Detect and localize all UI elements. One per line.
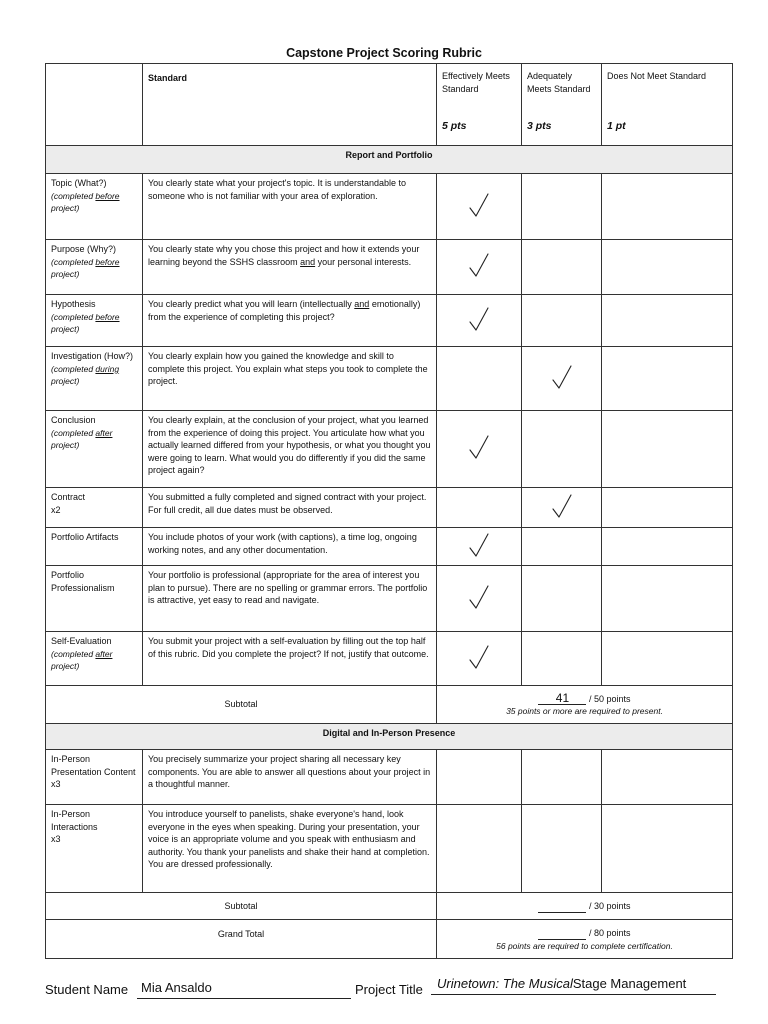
subtotal-row-2 — [46, 893, 733, 920]
desc-pre: You clearly predict what you will learn (intellectually — [148, 299, 355, 309]
score-cell[interactable] — [437, 750, 522, 805]
section-report — [46, 146, 733, 174]
criterion-name: Portfolio Artifacts — [51, 532, 119, 542]
score-cell[interactable] — [602, 566, 733, 632]
score-cell[interactable] — [437, 528, 522, 566]
checkmark-icon — [551, 364, 573, 390]
criterion — [46, 347, 143, 411]
note-pre: (completed — [51, 648, 96, 659]
score-cell[interactable] — [522, 240, 602, 295]
desc-text: You clearly explain how you gained the knowledge and skill to complete this project. You explain what steps you took to complete the project. — [148, 351, 428, 386]
criterion — [46, 411, 143, 488]
criterion-description — [143, 805, 437, 893]
criterion-description — [143, 750, 437, 805]
note-post: project) — [51, 324, 80, 334]
grand-total-of: / 80 points — [588, 928, 631, 938]
score-cell[interactable] — [437, 295, 522, 347]
criterion — [46, 528, 143, 566]
desc-text: You submit your project with a self-evaluation by filling out the top half of this rubric. Did you complete the project? If not, justify that outcome. — [148, 636, 429, 659]
rubric-row — [46, 750, 733, 805]
rubric-row — [46, 240, 733, 295]
criterion-note — [51, 427, 137, 452]
checkmark-icon — [468, 192, 490, 218]
header-does-not-meet — [602, 64, 733, 146]
checkmark-icon — [468, 252, 490, 278]
score-cell[interactable] — [437, 411, 522, 488]
score-cell[interactable] — [522, 347, 602, 411]
criterion-description — [143, 174, 437, 240]
checkmark-icon — [468, 584, 490, 610]
criterion-multiplier: x3 — [51, 834, 61, 844]
criterion-description — [143, 347, 437, 411]
criterion-name: Purpose (Why?) — [51, 244, 117, 254]
criterion-description — [143, 240, 437, 295]
criterion-name: Self-Evaluation — [51, 636, 112, 646]
desc-text: You precisely summarize your project sharing all necessary key components. You are able to answer all questions about your project in a thoughtful manner. — [148, 754, 431, 789]
score-cell[interactable] — [602, 295, 733, 347]
criterion-description — [143, 528, 437, 566]
checkmark-icon — [468, 434, 490, 460]
score-cell[interactable] — [437, 805, 522, 893]
criterion-multiplier: x2 — [51, 504, 61, 515]
desc-pre: You clearly state why you chose this project and how it extends your learning beyond the SSHS classroom — [148, 244, 420, 267]
criterion-note — [51, 190, 137, 215]
project-title-italic: Urinetown: The Musical — [437, 976, 573, 991]
student-name-field[interactable] — [137, 980, 351, 999]
grand-total-score-blank — [538, 926, 586, 940]
grand-total-label: Grand Total — [46, 920, 437, 959]
desc-text: Your portfolio is professional (appropriate for the area of interest you plan to pursue). There are no spelling or grammar errors. The portfolio is attractive, yet easy to read and navigate. — [148, 570, 428, 605]
note-underlined: before — [95, 311, 120, 322]
criterion — [46, 750, 143, 805]
score-cell[interactable] — [437, 174, 522, 240]
desc-post: emotionally) from the experience of completing this project? — [148, 299, 421, 322]
checkmark-icon — [551, 493, 573, 519]
section-digital — [46, 724, 733, 750]
checkmark-icon — [468, 644, 490, 670]
header-adequately — [522, 64, 602, 146]
criterion — [46, 632, 143, 686]
desc-underlined: and — [354, 299, 370, 309]
criterion-note — [51, 311, 137, 336]
subtotal-requirement: 35 points or more are required to present. — [506, 706, 663, 716]
score-cell[interactable] — [602, 750, 733, 805]
page-title: Capstone Project Scoring Rubric — [286, 46, 482, 60]
subtotal-score-blank — [538, 899, 586, 913]
header-col-label: Effectively Meets Standard — [442, 71, 510, 94]
criterion-note — [51, 363, 137, 388]
score-cell[interactable] — [602, 240, 733, 295]
note-post: project) — [51, 376, 80, 386]
criterion-name: Investigation (How?) — [51, 351, 134, 361]
criterion-note — [51, 256, 137, 281]
section-title: Digital and In-Person Presence — [46, 724, 733, 750]
score-cell[interactable] — [602, 805, 733, 893]
note-post: project) — [51, 269, 80, 279]
note-underlined: before — [95, 190, 120, 201]
score-cell[interactable] — [437, 566, 522, 632]
subtotal-score: 41 — [538, 692, 586, 706]
checkmark-icon — [468, 532, 490, 558]
criterion-description — [143, 488, 437, 528]
grand-total-row — [46, 920, 733, 959]
project-title-value — [431, 976, 686, 991]
criterion-name: Topic (What?) — [51, 178, 107, 188]
rubric-row — [46, 488, 733, 528]
criterion-description — [143, 632, 437, 686]
note-post: project) — [51, 661, 80, 671]
rubric-row — [46, 347, 733, 411]
header-col-pts: 3 pts — [527, 120, 552, 132]
subtotal-label: Subtotal — [46, 686, 437, 724]
score-cell[interactable] — [522, 750, 602, 805]
score-cell[interactable] — [522, 174, 602, 240]
criterion-name: In-Person Interactions — [51, 809, 98, 832]
score-cell[interactable] — [602, 528, 733, 566]
criterion-description — [143, 566, 437, 632]
note-underlined: after — [95, 427, 113, 438]
note-pre: (completed — [51, 311, 96, 322]
desc-text: You submitted a fully completed and signed contract with your project. For full credit, all due dates must be observed. — [148, 492, 427, 515]
score-cell[interactable] — [602, 411, 733, 488]
report-rows — [46, 174, 733, 686]
criterion-name: Conclusion — [51, 415, 96, 425]
score-cell[interactable] — [522, 805, 602, 893]
criterion-name: Contract — [51, 492, 86, 502]
note-pre: (completed — [51, 256, 96, 267]
rubric-row — [46, 632, 733, 686]
desc-post: your personal interests. — [315, 256, 412, 267]
desc-text: You clearly state what your project's topic. It is understandable to someone who is not familiar with your area of exploration. — [148, 178, 407, 201]
note-post: project) — [51, 203, 80, 213]
score-cell[interactable] — [602, 488, 733, 528]
score-cell[interactable] — [522, 632, 602, 686]
project-title-field[interactable] — [431, 976, 716, 995]
note-pre: (completed — [51, 427, 96, 438]
footer — [45, 976, 735, 1004]
note-underlined: before — [95, 256, 120, 267]
header-standard: Standard — [143, 64, 437, 146]
criterion-description — [143, 295, 437, 347]
criterion-description — [143, 411, 437, 488]
rubric-row — [46, 411, 733, 488]
criterion — [46, 566, 143, 632]
score-cell[interactable] — [522, 528, 602, 566]
rubric-row — [46, 295, 733, 347]
score-cell[interactable] — [602, 632, 733, 686]
student-name-value: Mia Ansaldo — [141, 980, 212, 995]
header-col-label: Adequately Meets Standard — [527, 71, 591, 94]
score-cell[interactable] — [522, 566, 602, 632]
score-cell[interactable] — [437, 347, 522, 411]
note-post: project) — [51, 440, 80, 450]
criterion-name: Portfolio Professionalism — [51, 570, 115, 593]
score-cell[interactable] — [437, 488, 522, 528]
criterion-note — [51, 648, 137, 673]
score-cell[interactable] — [602, 347, 733, 411]
header-col-pts: 5 pts — [442, 120, 467, 132]
note-pre: (completed — [51, 363, 96, 374]
criterion — [46, 240, 143, 295]
subtotal-of: / 50 points — [588, 693, 631, 704]
subtotal-value — [437, 893, 733, 920]
score-cell[interactable] — [437, 632, 522, 686]
desc-text: You clearly explain, at the conclusion of your project, what you learned from the experience of doing this project. You articulate how what you actually learned differed from your hypothesis, or what you thought you were going to learn. What would you do differently if you did the same project again? — [148, 415, 431, 475]
criterion — [46, 488, 143, 528]
note-pre: (completed — [51, 190, 96, 201]
subtotal-row — [46, 686, 733, 724]
criterion-name: In-Person Presentation Content x3 — [51, 754, 136, 789]
score-cell[interactable] — [522, 295, 602, 347]
score-cell[interactable] — [437, 240, 522, 295]
subtotal-of: / 30 points — [588, 901, 631, 912]
subtotal-label: Subtotal — [46, 893, 437, 920]
project-title-rest: Stage Management — [572, 976, 687, 991]
checkmark-icon — [468, 306, 490, 332]
section-title: Report and Portfolio — [46, 146, 733, 174]
grand-total-value — [437, 920, 733, 959]
project-title-label: Project Title — [355, 982, 423, 997]
rubric-table — [45, 63, 733, 959]
rubric-row — [46, 805, 733, 893]
note-underlined: during — [95, 363, 120, 374]
score-cell[interactable] — [522, 488, 602, 528]
desc-underlined: and — [300, 256, 316, 267]
header-blank — [46, 64, 143, 146]
score-cell[interactable] — [602, 174, 733, 240]
desc-text: You introduce yourself to panelists, shake everyone's hand, look everyone in the eyes when speaking. During your presentation, your voice is an appropriate volume and you speak with enthusiasm and authority. You thank your panelists and shake their hand at completion. You are dressed professionally. — [148, 809, 430, 869]
note-underlined: after — [95, 648, 113, 659]
criterion — [46, 174, 143, 240]
grand-total-requirement: 56 points are required to complete certification. — [496, 940, 673, 951]
criterion — [46, 805, 143, 893]
student-name-label: Student Name — [45, 982, 129, 997]
rubric-row — [46, 566, 733, 632]
header-col-label: Does Not Meet Standard — [607, 71, 707, 81]
criterion-name: Hypothesis — [51, 299, 96, 309]
header-effectively — [437, 64, 522, 146]
score-cell[interactable] — [522, 411, 602, 488]
digital-rows — [46, 750, 733, 893]
rubric-row — [46, 528, 733, 566]
desc-text: You include photos of your work (with captions), a time log, ongoing working notes, and any other documentation. — [148, 532, 417, 555]
subtotal-value — [437, 686, 733, 724]
header-row — [46, 64, 733, 146]
rubric-row — [46, 174, 733, 240]
header-col-pts: 1 pt — [607, 120, 626, 132]
criterion — [46, 295, 143, 347]
